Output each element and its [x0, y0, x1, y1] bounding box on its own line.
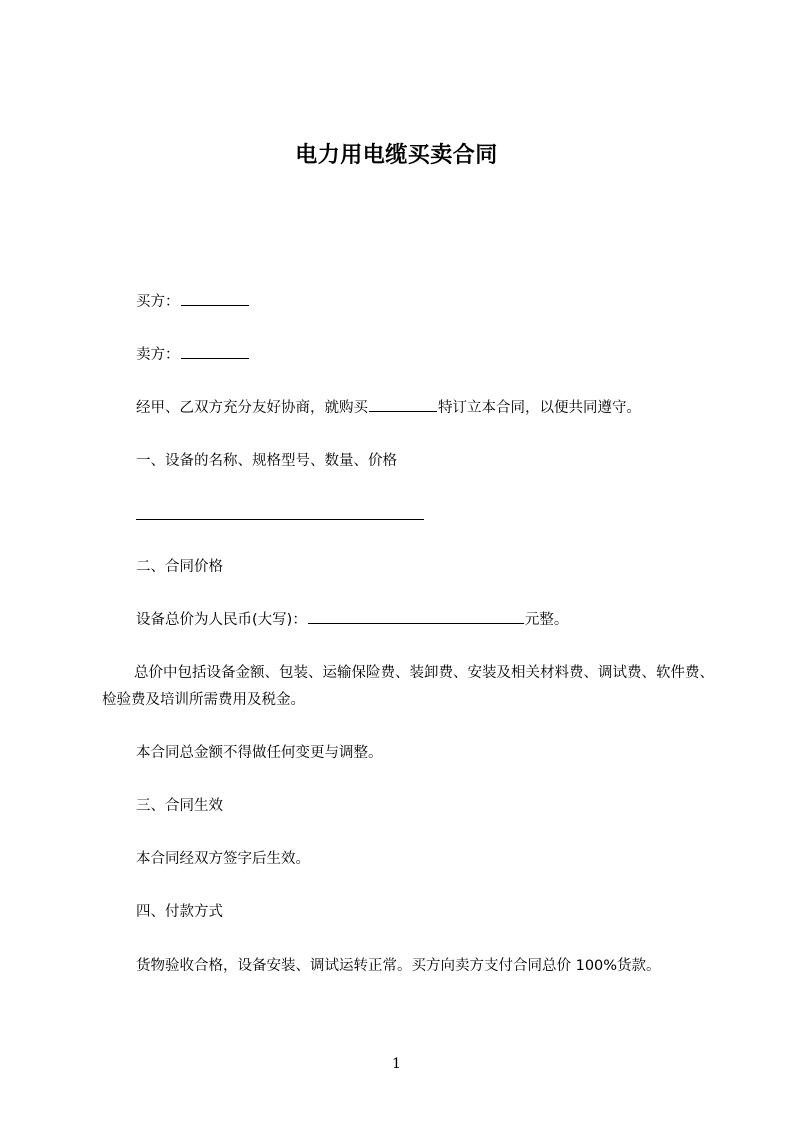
section-4-heading: 四、付款方式 [136, 904, 223, 920]
intro-paragraph [104, 395, 736, 422]
section-2-heading: 二、合同价格 [136, 559, 223, 575]
total-price-line [104, 607, 736, 634]
price-includes-paragraph: 总价中包括设备金额、包装、运输保险费、装卸费、安装及相关材料费、调试费、软件费、检验费及培训所需费用及税金。 [102, 665, 714, 708]
buyer-line [104, 289, 736, 316]
payment-paragraph: 货物验收合格，设备安装、调试运转正常。买方向卖方支付合同总价 100%货款。 [136, 958, 661, 974]
buyer-blank[interactable] [181, 289, 249, 306]
price-after: 元整。 [524, 612, 569, 628]
seller-blank[interactable] [181, 342, 249, 359]
section-3-heading: 三、合同生效 [136, 798, 223, 814]
page-number: 1 [392, 1056, 401, 1072]
section-1-heading: 一、设备的名称、规格型号、数量、价格 [136, 453, 397, 469]
seller-label: 卖方： [136, 347, 180, 363]
document-title: 电力用电缆买卖合同 [295, 143, 498, 168]
no-change-paragraph: 本合同总金额不得做任何变更与调整。 [136, 745, 383, 761]
price-before: 设备总价为人民币(大写)： [136, 612, 307, 628]
effective-paragraph: 本合同经双方签字后生效。 [136, 851, 310, 867]
seller-line [104, 342, 736, 369]
intro-before: 经甲、乙双方充分友好协商，就购买 [136, 400, 368, 416]
buyer-label: 买方： [136, 294, 180, 310]
purchase-item-blank[interactable] [369, 395, 437, 412]
equipment-details-blank[interactable] [136, 519, 424, 520]
intro-after: 特订立本合同，以便共同遵守。 [438, 400, 641, 416]
price-amount-blank[interactable] [308, 607, 524, 624]
